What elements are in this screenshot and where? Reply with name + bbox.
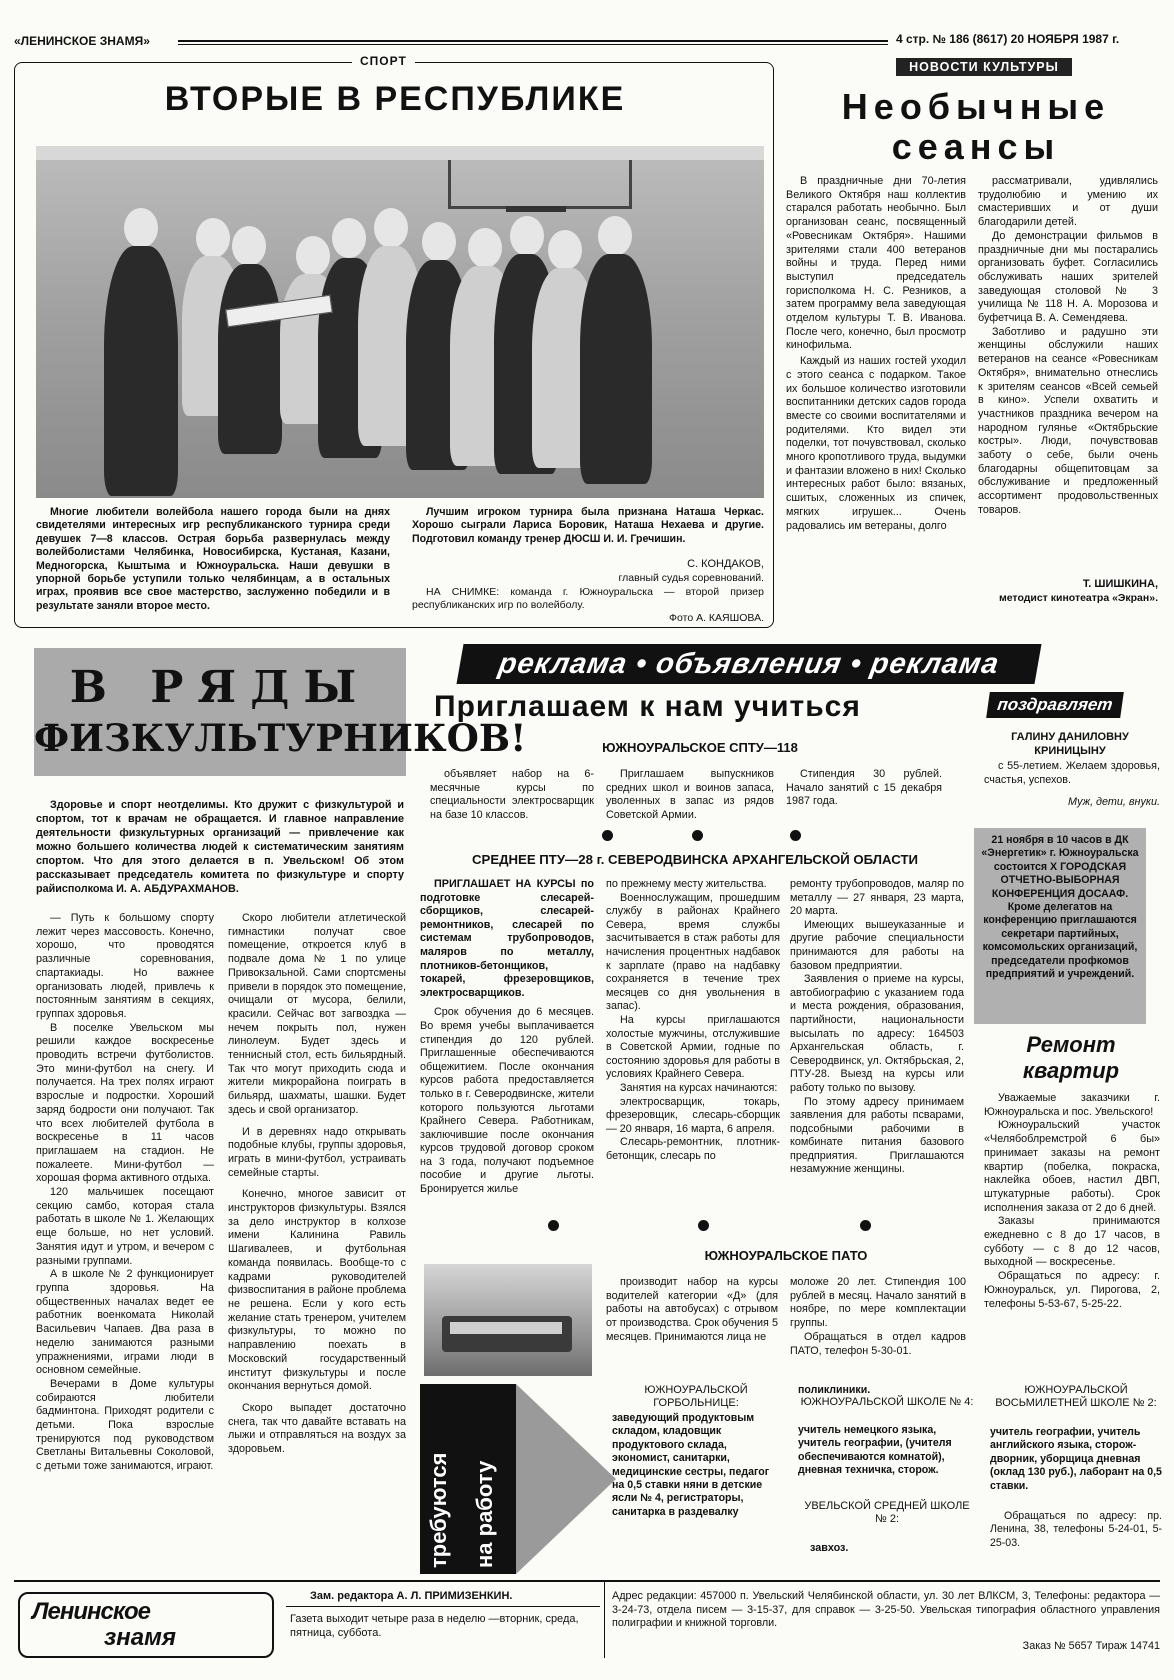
wanted-text-1: требуются bbox=[426, 1452, 451, 1568]
spty118-text-2: Приглашаем выпускников средних школ и воинов запаса, уволенных в запас из рядов Советской Армии. bbox=[606, 768, 774, 822]
issue-info: 4 стр. № 186 (8617) 20 НОЯБРЯ 1987 г. bbox=[896, 32, 1120, 46]
uvelsk-school2-text: завхоз. bbox=[810, 1542, 849, 1554]
gorbol-text: заведующий продуктовым складом, кладовщик продуктового склада, экономист, санитарки, медицинские сестры, педагог на 0,5 ставки няни в детские ясли № 4, регистраторы, санитарка в раздевалку bbox=[612, 1412, 770, 1518]
ptu28-paragraph: По этому адресу принимаем заявления для работы псварами, подсобными рабочими в комбинате питания базового предприятия. Приглашаются незамужние женщины. bbox=[790, 1095, 964, 1176]
school2-contact: Обращаться по адресу: пр. Ленина, 38, телефоны 5-24-01, 5-25-03. bbox=[990, 1510, 1162, 1549]
bus-photo bbox=[424, 1264, 592, 1376]
sport-photo-credit: Фото А. КАЯШОВА. bbox=[669, 612, 764, 624]
separator-dot bbox=[860, 1220, 871, 1231]
coach-figure bbox=[104, 246, 178, 496]
separator-dot bbox=[790, 830, 801, 841]
separator-dot bbox=[602, 830, 613, 841]
culture-paragraph: В праздничные дни 70-летия Великого Октября наш коллектив старался работать необычно. Был организован сеанс, посвященный «Ровесникам Октября». Нашими зрителями стали 400 ветеранов войны и труда. Перед ними выступил председатель горисполкома Н. С. Резников, а затем программу вела заведующая отделом культуры Т. В. Иванова. После чего, конечно, был просмотр кинофильма. bbox=[786, 175, 966, 352]
ptu28-paragraph: ремонту трубопроводов, маляр по металлу — 27 января, 23 марта, 20 марта. bbox=[790, 878, 964, 918]
ptu28-paragraph: На курсы приглашаются холостые мужчины, отслужившие в Советской Армии, годные по состоянию здоровья для работы в условиях Крайнего Севера. bbox=[606, 1013, 780, 1081]
sport-caption: НА СНИМКЕ: команда г. Южноуральска — второй призер республиканских игр по волейболу. bbox=[412, 586, 764, 611]
culture-author-role: методист кинотеатра «Экран». bbox=[998, 592, 1158, 604]
fizkult-paragraph: — Путь к большому спорту лежит через массовость. Конечно, хорошо, что проводятся различные соревнования, спартакиады. Но важнее организовать людей, привлечь к постоянным занятиям в секциях, группах здоровья. bbox=[36, 912, 214, 1020]
fizkult-col-1 bbox=[36, 912, 214, 1474]
masthead: «ЛЕНИНСКОЕ ЗНАМЯ» bbox=[14, 34, 150, 48]
culture-col-2 bbox=[978, 175, 1158, 518]
ads-headline: Приглашаем к нам учиться bbox=[434, 690, 861, 723]
fizkult-title-1: В РЯДЫ bbox=[69, 662, 371, 713]
repair-paragraph: Южноуральский участок «Челябоблремстрой 6 бы» принимает заказы на ремонт квартир (побелка, покраска, наклейка обоев, настил ДВП, штукатурные работы). Срок исполнения заказа от 2 до 6 дней. bbox=[984, 1119, 1160, 1214]
ptu28-paragraph: по прежнему месту жительства. bbox=[606, 878, 767, 890]
ptu28-paragraph: Срок обучения до 6 месяцев. Во время учебы выплачивается стипендия до 120 рублей. Приглашенные обеспечиваются общежитием. После окончания курсов работа предоставляется только в г. Северодвинске, жители которого пользуются льготами Крайнего Севера. Работникам, заключившие после окончания курсов трудовой договор сроком на 3 года, получают подъемное пособие и другие льготы. Бронируется жилье bbox=[420, 1006, 594, 1196]
sport-text-left: Многие любители волейбола нашего города были на днях свидетелями интересных игр республиканского турнира среди девушек 7—8 классов. Острая борьба развернулась между волейболистами Челябинка, Новосибирска, Кустаная, Казани, Медногорска, Кыштыма и Южноуральска. Наши девушки в упорной борьбе уступили только челябинцам, а в остальных играх, проявив все свое мастерство, заслуженно победили и в результате заняли второе место. bbox=[36, 506, 390, 612]
culture-title-2: сеансы bbox=[891, 126, 1061, 167]
repair-paragraph: Обращаться по адресу: г. Южноуральск, ул. Пирогова, 2, телефоны 5-53-67, 5-25-22. bbox=[984, 1270, 1160, 1310]
ptu28-paragraph: Слесарь-ремонтник, плотник-бетонщик, слесарь по bbox=[606, 1136, 780, 1162]
footer-rule bbox=[14, 1580, 1160, 1582]
ptu28-col-3 bbox=[790, 878, 964, 1177]
header-rule-thin bbox=[178, 44, 888, 45]
fizkult-title-2: ФИЗКУЛЬТУРНИКОВ! bbox=[34, 716, 527, 760]
ptu28-col-1 bbox=[420, 878, 594, 1197]
pato-text-1: производит набор на курсы водителей категории «Д» (для работы на автобусах) с отрывом от производства. Срок обучения 5 месяцев. Принимаются лица не bbox=[606, 1276, 778, 1343]
footer-schedule: Газета выходит четыре раза в неделю —вторник, среда, пятница, суббота. bbox=[290, 1613, 579, 1639]
congrats-text: с 55-летием. Желаем здоровья, счастья, успехов. bbox=[984, 760, 1160, 786]
dosaaf-box bbox=[974, 828, 1146, 1024]
ptu28-paragraph: Заявления о приеме на курсы, автобиографию с указанием года и места рождения, образования, партийности, национальности высылать по адресу: 164503 Архангельская область, г. Северодвинск, ул. Октябрьская, 2, ПТУ-28. Выезд на курсы или работу только по вызову. bbox=[790, 973, 964, 1094]
sport-title: ВТОРЫЕ В РЕСПУБЛИКЕ bbox=[164, 80, 626, 118]
culture-rubric: НОВОСТИ КУЛЬТУРЫ bbox=[896, 58, 1072, 76]
school4-text: учитель немецкого языка, учитель географии, (учителя обеспечиваются комнатой), дневная техничка, сторож. bbox=[798, 1424, 952, 1477]
logo-word-1: Ленинское bbox=[32, 1598, 151, 1625]
fizkult-paragraph: Скоро выпадет достаточно снега, так что давайте вставать на лыжи и отправляться на воздух за здоровьем. bbox=[228, 1401, 406, 1456]
uvelsk-school2-title: УВЕЛЬСКОЙ СРЕДНЕЙ ШКОЛЕ № 2: bbox=[804, 1500, 970, 1525]
sport-text-right: Лучшим игроком турнира была признана Наташа Черкас. Хорошо сыграли Лариса Боровик, Наташа Нехаева и другие. Подготовил команду тренер ДЮСШ И. И. Гречишин. bbox=[412, 506, 764, 545]
fizkult-paragraph: Конечно, многое зависит от инструкторов физкультуры. Взялся за дело инструктор в колхозе имени Калинина Равиль Шагивалеев, и футбольная команда появилась. Вообще-то с кадрами руководителей физвоспитания в районе проблема не решена. Если у кого есть желание стать тренером, учителем физкультуры, то можно по направлению поехать в Московский государственный институт физкультуры и после окончания вернуться домой. bbox=[228, 1188, 406, 1393]
culture-paragraph: рассматривали, удивлялись трудолюбию и умению их смастеривших и от души благодарили детей. bbox=[978, 175, 1158, 229]
culture-author: Т. ШИШКИНА, bbox=[1082, 578, 1158, 590]
school2-text: учитель географии, учитель английского языка, сторож-дворник, уборщица дневная (оклад 130 руб.), лаборант на 0,5 ставки. bbox=[990, 1426, 1162, 1492]
header-rule bbox=[178, 40, 888, 42]
arrow-shape bbox=[516, 1384, 616, 1574]
congrats-name: ГАЛИНУ ДАНИЛОВНУ КРИНИЦЫНУ bbox=[1011, 731, 1129, 757]
fizkult-title-block bbox=[34, 648, 527, 776]
dosaaf-text: 21 ноября в 10 часов в ДК «Энергетик» г. Южноуральска состоится X ГОРОДСКАЯ ОТЧЕТНО-ВЫБОРНАЯ КОНФЕРЕНЦИЯ ДОСААФ. Кроме делегатов на конференцию приглашаются секретари партийных, комсомольских организаций, председатели профкомов предприятий и учреждений. bbox=[981, 834, 1139, 981]
ptu28-paragraph: Занятия на курсах начинаются: bbox=[620, 1081, 778, 1094]
pato-text-3: Обращаться в отдел кадров ПАТО, телефон 5-30-01. bbox=[790, 1330, 966, 1357]
fizkult-lead: Здоровье и спорт неотделимы. Кто дружит с физкультурой и спортом, тот к врачам не обращается. И главное направление деятельности физкультурных организаций — привлечение как можно большего количества людей к систематическим занятиям спортом. Что для этого делается в п. Увельском! Об этом рассказывает председатель комитета по физкультуре и спорту райисполкома И. А. АБДУРАХМАНОВ. bbox=[36, 799, 404, 895]
wanted-block bbox=[420, 1384, 516, 1574]
ptu28-col-2 bbox=[606, 878, 780, 1163]
ptu28-title: СРЕДНЕЕ ПТУ—28 г. СЕВЕРОДВИНСКА АРХАНГЕЛЬСКОЙ ОБЛАСТИ bbox=[472, 852, 918, 867]
basket-rim bbox=[506, 206, 566, 212]
repair-title-2: квартир bbox=[1022, 1058, 1120, 1083]
repair-text bbox=[984, 1092, 1160, 1311]
sport-author-role: главный судья соревнований. bbox=[618, 572, 764, 584]
volleyball-team-photo bbox=[36, 146, 764, 498]
fizkult-paragraph: В поселке Увельском мы решили каждое воскресенье проводить встречи футболистов. Это мини-футбол на снегу. И получается. На трех полях играют взрослые и подростки. Хороший заряд бодрости они получают. Так что всех любителей футбола в воскресенье в 11 часов приглашаем на стадион. Не пожалеете. Мини-футбол — хорошая форма активного отдыха. bbox=[36, 1021, 214, 1185]
footer-logo bbox=[18, 1592, 274, 1658]
repair-paragraph: Заказы принимаются ежедневно с 8 до 17 часов, в субботу — с 8 до 12 часов, выходной — воскресенье. bbox=[984, 1215, 1160, 1269]
gorbol-title: ЮЖНОУРАЛЬСКОЙ ГОРБОЛЬНИЦЕ: bbox=[644, 1384, 748, 1409]
footer-order: Заказ № 5657 Тираж 14741 bbox=[1022, 1640, 1160, 1652]
spty118-title: ЮЖНОУРАЛЬСКОЕ СПТУ—118 bbox=[602, 740, 798, 755]
fizkult-paragraph: Скоро любители атлетической гимнастики получат свое помещение, откроется клуб в подвале дома № 1 по улице Привокзальной. Сами спортсмены привели в порядок это помещение, очищали от мусора, белили, красили. Сейчас вот загвоздка — нечем покрыть пол, нужен линолеум. Будет здесь и теннисный стол, есть бильярдный. Так что могут приходить сюда и жители микрорайона поиграть в бильярд, шахматы, шашки. Будет здесь и свой организатор. bbox=[228, 912, 406, 1116]
congrats-sign: Муж, дети, внуки. bbox=[1068, 796, 1160, 808]
footer-address: Адрес редакции: 457000 п. Увельский Челябинской области, ул. 30 лет ВЛКСМ, 3, Телефоны: редактора — 3-24-73, отдела писем — 3-15-37, для справок — 3-25-50. Увельская типография областного управления полиграфии и книжной торговли. bbox=[612, 1590, 1160, 1630]
school4-title: ЮЖНОУРАЛЬСКОЙ ШКОЛЕ № 4: bbox=[800, 1396, 974, 1408]
footer-editor: Зам. редактора А. Л. ПРИМИЗЕНКИН. bbox=[310, 1590, 513, 1602]
fizkult-col-2 bbox=[228, 912, 406, 1457]
ptu28-paragraph: ПРИГЛАШАЕТ НА КУРСЫ по подготовке слесарей-сборщиков, слесарей-ремонтников, слесарей по системам трубопроводов, маляров по металлу, плотников-бетонщиков, токарей, фрезеровщиков, электросварщиков. bbox=[420, 878, 594, 999]
repair-title-1: Ремонт bbox=[1026, 1032, 1116, 1057]
sport-rubric: СПОРТ bbox=[352, 54, 415, 68]
fizkult-paragraph: Вечерами в Доме культуры собираются любители бадминтона. Приходят родители с детьми. Пока взрослые тренируются под руководством Светланы Витальевны Соколовой, с детьми тоже занимаются, играют. bbox=[36, 1377, 214, 1473]
fizkult-paragraph: И в деревнях надо открывать подобные клубы, группы здоровья, играть в мини-футбол, устраивать семейные старты. bbox=[228, 1125, 406, 1179]
culture-paragraph: До демонстрации фильмов в праздничные дни мы постарались организовать буфет. Согласились обслуживать наших зрителей заведующая столовой № 3 училища № 118 Н. А. Морозова и буфетчица В. А. Семендяева. bbox=[978, 229, 1158, 325]
separator-dot bbox=[692, 830, 703, 841]
school4-pre: поликлиники. bbox=[798, 1384, 871, 1396]
sport-author: С. КОНДАКОВ, bbox=[687, 558, 764, 570]
spty118-text-1: объявляет набор на 6-месячные курсы по специальности электросварщик на базе 10 классов. bbox=[430, 768, 594, 822]
wanted-text-2: на работу bbox=[472, 1460, 497, 1568]
pato-title: ЮЖНОУРАЛЬСКОЕ ПАТО bbox=[704, 1248, 868, 1263]
ptu28-paragraph: электросварщик, токарь, фрезеровщик, слесарь-сборщик — 20 января, 16 марта, 6 апреля. bbox=[606, 1095, 780, 1135]
logo-word-2: знамя bbox=[104, 1624, 176, 1651]
culture-paragraph: Заботливо и радушно эти женщины обслужили наших ветеранов на сеансе «Ровесникам Октября», внимательно отнеслись к зрителям сеансов «Всей семьей в кино». Успели охватить и участников праздника вечером на народном гулянье «Октябрьские костры». Люди, почувствовав заботу о себе, были очень благодарны общепитовцам за обслуживание и предложенный ассортимент продовольственных товаров. bbox=[978, 325, 1158, 516]
fizkult-paragraph: 120 мальчишек посещают секцию самбо, которая стала работать в школе № 1. Желающих еще больше, но нет условий. Занятия идут и утром, и вечером с разными группами. bbox=[36, 1186, 214, 1267]
culture-col-1 bbox=[786, 175, 966, 533]
ptu28-paragraph: Имеющих вышеуказанные и другие рабочие специальности принимаются для работы на базовом предприятии. bbox=[790, 918, 964, 972]
culture-title-1: Необычные bbox=[841, 86, 1111, 127]
fizkult-paragraph: А в школе № 2 функционирует группа здоровья. На общественных началах ведет ее работник военкомата Николай Васильевич Чапаев. Два раза в неделю занимаются разными упражнениями, играми люди в основном семейные. bbox=[36, 1268, 214, 1377]
spty118-text-3: Стипендия 30 рублей. Начало занятий с 15 декабря 1987 года. bbox=[786, 768, 942, 808]
culture-paragraph: Каждый из наших гостей уходил с этого сеанса с подарком. Такое их большое количество изготовили воспитанники детских садов города вместе со своими воспитателями и родителями. Кто видел эти поделки, тот почувствовал, сколько много кропотливого труда, выдумки и фантазии вложено в них! Сколько интересных работ было: вязаных, сшитых, сложенных из спичек, мягких игрушек... Очень радовались им ветераны, долго bbox=[786, 355, 966, 532]
separator-dot bbox=[698, 1220, 709, 1231]
ptu28-paragraph: Военнослужащим, прошедшим службу в районах Крайнего Севера, время службы засчитывается в стаж работы для начисления процентных надбавок к зарплате (право на надбавку сохраняется в течение трех месяцев со дня увольнения в запас). bbox=[606, 891, 780, 1013]
pato-text-2: моложе 20 лет. Стипендия 100 рублей в месяц. Начало занятий в ноябре, по мере комплектации группы. bbox=[790, 1276, 966, 1330]
separator-dot bbox=[548, 1220, 559, 1231]
school2-title: ЮЖНОУРАЛЬСКОЙ ВОСЬМИЛЕТНЕЙ ШКОЛЕ № 2: bbox=[995, 1384, 1157, 1409]
ads-banner: реклама • объявления • реклама bbox=[456, 644, 1041, 684]
repair-paragraph: Уважаемые заказчики г. Южноуральска и пос. Увельского! bbox=[984, 1092, 1160, 1118]
congrats-title: поздравляет bbox=[986, 692, 1124, 718]
